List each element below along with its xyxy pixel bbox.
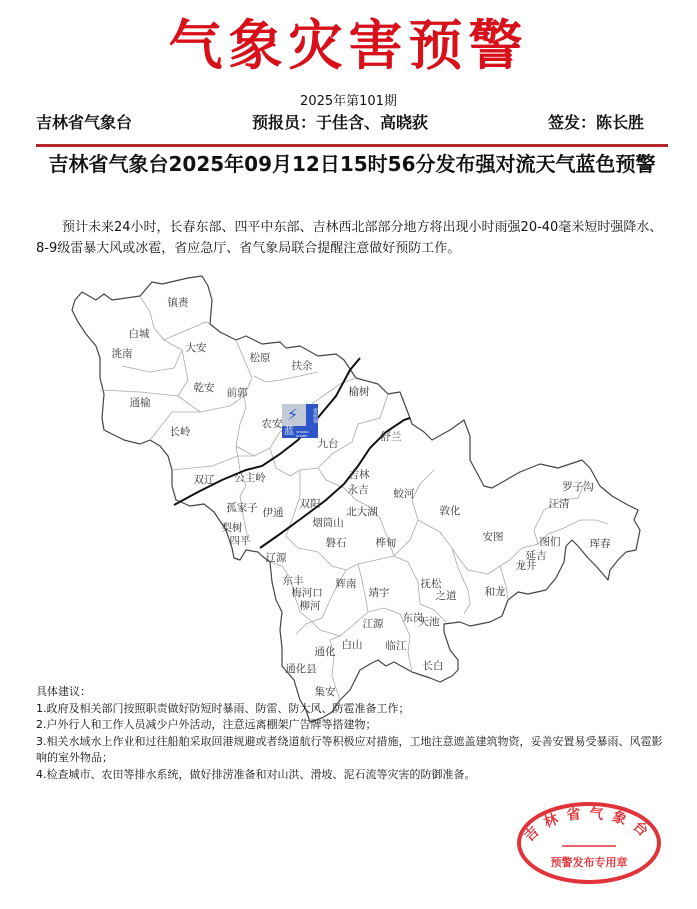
district-label: 永吉	[347, 484, 369, 496]
warning-headline: 吉林省气象台2025年09月12日15时56分发布强对流天气蓝色预警	[48, 152, 656, 176]
district-label: 罗子沟	[562, 481, 594, 493]
district-label: 磐石	[325, 537, 347, 549]
badge-type-label: 雷雨强	[306, 404, 318, 426]
district-label: 白山	[341, 639, 363, 651]
issuing-organization: 吉林省气象台	[36, 113, 133, 132]
seal-bottom-text: 预警发布专用章	[550, 856, 628, 869]
advice-section	[36, 684, 668, 783]
advice-item: 2.户外行人和工作人员减少户外活动，注意远离棚架广告牌等搭建物；	[36, 718, 377, 731]
district-label: 东丰	[282, 575, 304, 587]
district-label: 汪清	[548, 498, 570, 510]
district-label: 抚松	[420, 578, 442, 590]
district-label: 通化县	[285, 663, 317, 675]
district-label: 吉林	[348, 469, 370, 481]
signed-by: 签发：陈长胜	[548, 113, 645, 132]
district-label: 扶余	[291, 360, 313, 372]
issue-number: 2025年第101期	[300, 94, 397, 109]
advice-item: 1.政府及相关部门按照职责做好防短时暴雨、防雷、防大风、防雹准备工作；	[36, 701, 410, 715]
badge-subtext: STRONG STORM	[296, 430, 309, 438]
district-label: 双辽	[193, 474, 215, 486]
district-label: 东岗	[402, 612, 424, 624]
district-label: 和龙	[484, 586, 506, 598]
district-label: 大安	[185, 342, 207, 354]
district-label: 图们	[539, 536, 561, 548]
district-label: 榆树	[348, 386, 370, 398]
district-label: 镇赉	[167, 297, 189, 309]
badge-level: 蓝	[284, 426, 294, 437]
district-label: 烟筒山	[312, 517, 344, 529]
district-label: 延吉	[525, 550, 547, 562]
district-label: 前郭	[226, 387, 248, 399]
district-label: 双阳	[299, 498, 321, 510]
district-label: 之道	[435, 590, 457, 602]
advice-item: 3.相关水域水上作业和过往船舶采取回港规避或者绕道航行等积极应对措施，工地注意遮盖建筑物资，妥善安置易受暴雨、风雹影响的室外物品；	[36, 734, 663, 764]
district-label: 乾安	[193, 382, 215, 394]
district-label: 柳河	[299, 600, 321, 612]
district-label: 九台	[317, 438, 339, 450]
district-label: 伊通	[262, 507, 284, 519]
district-label: 通化	[314, 646, 336, 658]
district-label: 北大湖	[346, 506, 378, 518]
district-label: 珲春	[589, 538, 611, 550]
district-label: 蛟河	[393, 488, 415, 500]
district-label: 天池	[418, 616, 440, 628]
district-label: 敦化	[439, 505, 461, 517]
district-label: 松原	[249, 352, 271, 364]
district-label: 通榆	[129, 397, 151, 409]
seal-top-text: 吉林省气象台	[521, 805, 657, 846]
advice-heading: 具体建议：	[36, 685, 91, 698]
district-label: 长白	[422, 660, 444, 672]
district-label: 白城	[128, 328, 150, 340]
district-label: 四平	[229, 535, 251, 547]
lightning-icon: ⚡	[287, 405, 299, 424]
district-label: 长岭	[169, 426, 191, 438]
blue-warning-badge	[282, 404, 318, 438]
district-label: 龙井	[515, 560, 537, 572]
district-label: 江源	[362, 618, 384, 630]
district-label: 舒兰	[380, 431, 402, 443]
district-label: 梅河口	[291, 587, 323, 599]
district-label: 孤家子	[226, 502, 258, 514]
district-label: 桦甸	[375, 537, 397, 549]
district-label: 辽源	[265, 552, 287, 564]
official-seal	[514, 800, 664, 886]
district-label: 梨树	[221, 522, 243, 534]
district-label: 农安	[261, 418, 283, 430]
district-label: 集安	[314, 686, 336, 698]
warning-summary: 预计未来24小时，长春东部、四平中东部、吉林西北部部分地方将出现小时雨强20-40毫米短时强降水、8-9级雷暴大风或冰雹，省应急厅、省气象局联合提醒注意做好预防工作。	[36, 220, 663, 256]
district-label: 洮南	[111, 348, 133, 360]
district-label: 临江	[385, 640, 407, 652]
forecasters: 预报员：于佳含、高晓荻	[252, 113, 429, 132]
district-label: 辉南	[335, 578, 357, 590]
advice-item: 4.检查城市、农田等排水系统，做好排涝准备和对山洪、滑坡、泥石流等灾害的防御准备。	[36, 767, 476, 781]
district-label: 公主岭	[234, 472, 266, 484]
district-label: 安图	[482, 531, 504, 543]
document-title: 气象灾害预警	[168, 13, 529, 77]
district-label: 靖宇	[368, 587, 390, 599]
svg-text:吉林省气象台	[521, 805, 658, 845]
